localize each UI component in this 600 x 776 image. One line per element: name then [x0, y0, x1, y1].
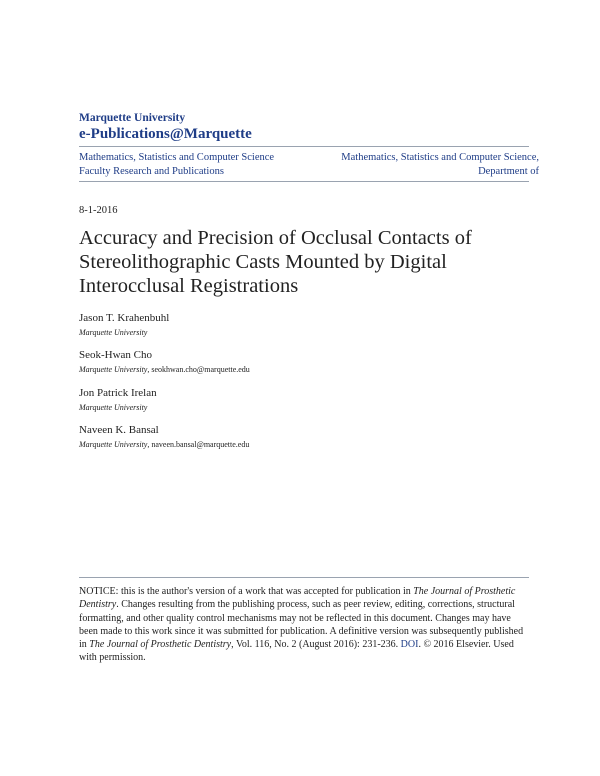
author-affiliation: Marquette University [79, 403, 148, 412]
notice-divider [79, 577, 529, 578]
title-line: Accuracy and Precision of Occlusal Contacts of [79, 227, 472, 249]
author-email: , seokhwan.cho@marquette.edu [147, 365, 250, 374]
title-line: Stereolithographic Casts Mounted by Digital [79, 251, 447, 273]
collection-bottom-divider [79, 181, 529, 182]
repository-link[interactable]: e-Publications@Marquette [79, 126, 252, 142]
author-name[interactable]: Seok-Hwan Cho [79, 349, 153, 361]
collection-right-line1: Mathematics, Statistics and Computer Science, [341, 152, 539, 163]
author-name[interactable]: Naveen K. Bansal [79, 424, 159, 436]
publication-notice: NOTICE: this is the author's version of a work that was accepted for publication in The Journal of Prosthetic Dentistry. Changes resulting from the publishing process, such as peer review, editing, corrections, structural formatting, and other quality control mechanisms may not be reflected in this document. Changes may have been made to this work since it was submitted for publication. A definitive version was subsequently published in The Journal of Prosthetic Dentistry, Vol. 116, No. 2 (August 2016): 231-236. DOI. © 2016 Elsevier. Used with permission. [79, 586, 524, 664]
author-block [79, 387, 479, 413]
author-block [79, 424, 479, 450]
collection-left-line1: Mathematics, Statistics and Computer Science [79, 152, 275, 163]
author-name[interactable]: Jason T. Krahenbuhl [79, 312, 170, 324]
collection-top-divider [79, 146, 529, 147]
title-line: Interocclusal Registrations [79, 275, 299, 297]
collection-link-left[interactable] [79, 151, 319, 179]
university-link[interactable]: Marquette University [79, 112, 186, 124]
collection-right-line2: Department of [478, 166, 539, 177]
collection-left-line2: Faculty Research and Publications [79, 166, 224, 177]
author-name[interactable]: Jon Patrick Irelan [79, 387, 157, 399]
institution-header [79, 111, 252, 143]
author-affiliation: Marquette University [79, 328, 148, 337]
journal-name: The Journal of Prosthetic Dentistry [79, 586, 516, 611]
doi-link[interactable]: DOI [400, 639, 419, 651]
journal-name: The Journal of Prosthetic Dentistry [89, 639, 232, 651]
author-block [79, 349, 479, 375]
paper-title [79, 226, 549, 298]
author-affiliation: Marquette University, naveen.bansal@marquette.edu [79, 440, 250, 449]
collection-link-right[interactable] [299, 151, 539, 179]
author-block [79, 312, 479, 338]
publication-date: 8-1-2016 [79, 205, 118, 216]
author-email: , naveen.bansal@marquette.edu [147, 440, 250, 449]
author-affiliation: Marquette University, seokhwan.cho@marquette.edu [79, 365, 250, 374]
